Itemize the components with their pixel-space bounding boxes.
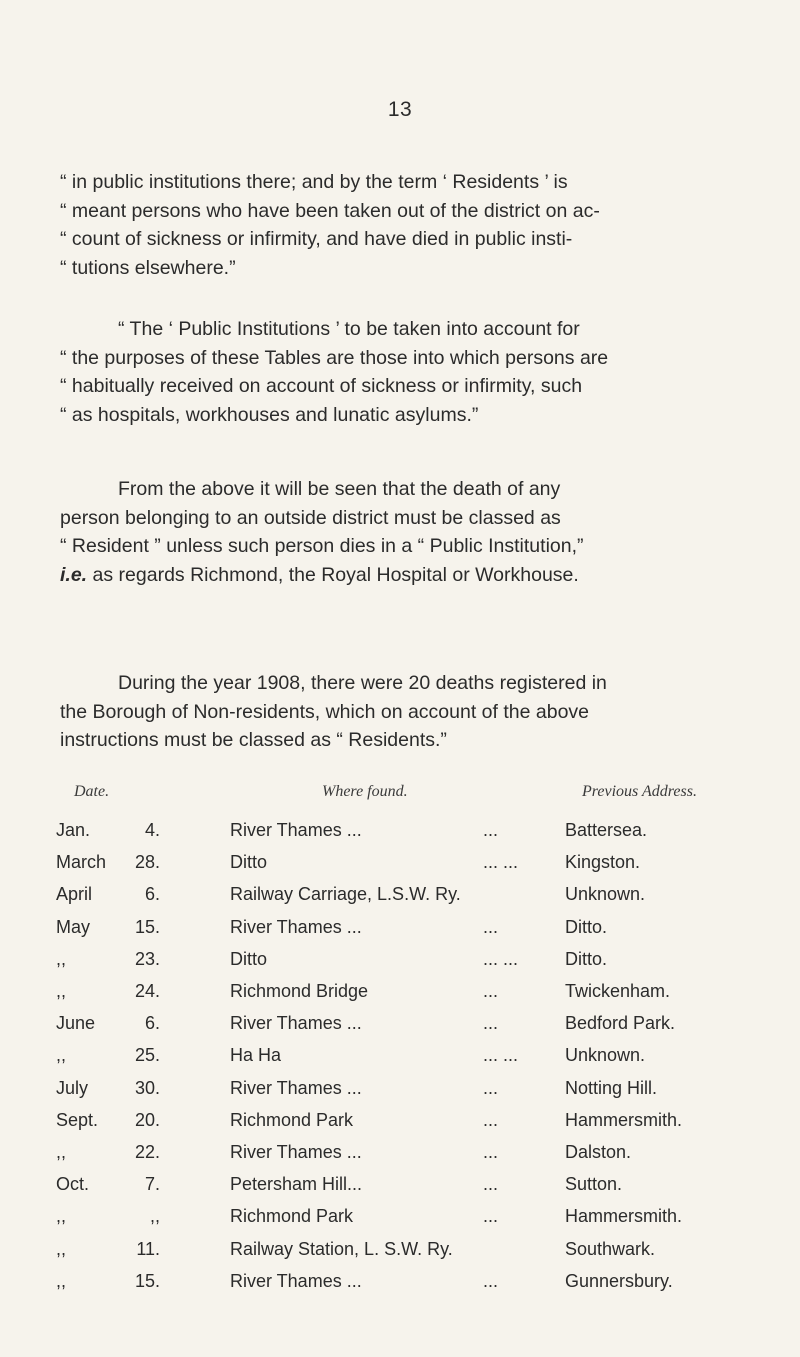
cell-month: Sept. [56, 1109, 99, 1130]
cell-leader-dots: ... [483, 1174, 499, 1195]
cell-month: ,, [56, 1206, 67, 1227]
cell-where-found: River Thames ... [230, 916, 362, 937]
cell-month: July [56, 1077, 89, 1098]
cell-previous-address: Ditto. [565, 948, 608, 969]
cell-month: Oct. [56, 1174, 90, 1195]
text-line: the Borough of Non-residents, which on account of the above [60, 700, 590, 723]
page-number: 13 [387, 98, 413, 121]
table-row [0, 981, 800, 1013]
cell-where-found: Ditto [230, 852, 268, 873]
cell-day: 20. [134, 1109, 160, 1130]
cell-month: April [56, 884, 93, 905]
cell-where-found: Petersham Hill... [230, 1174, 363, 1195]
text-line: “ habitually received on account of sickness or infirmity, such [60, 375, 583, 397]
text-line: instructions must be classed as “ Residents.” [60, 729, 447, 751]
table-row [0, 1110, 800, 1142]
cell-where-found: River Thames ... [230, 1270, 362, 1291]
text-line: “ tutions elsewhere.” [60, 256, 236, 279]
table-row [0, 949, 800, 981]
text-line-rest: as regards Richmond, the Royal Hospital or Workhouse. [92, 563, 579, 586]
table-row [0, 1045, 800, 1077]
cell-day: ,, [149, 1206, 160, 1227]
column-header-date: Date. [74, 783, 110, 800]
cell-month: May [56, 916, 91, 937]
cell-day: 4. [144, 820, 160, 840]
cell-day: 6. [144, 884, 160, 905]
cell-month: June [56, 1013, 96, 1034]
cell-previous-address: Unknown. [565, 1045, 646, 1066]
cell-previous-address: Gunnersbury. [565, 1270, 673, 1291]
cell-day: 23. [134, 948, 160, 969]
cell-day: 6. [144, 1013, 160, 1034]
cell-leader-dots: ... ... [483, 852, 519, 873]
table-row [0, 1142, 800, 1174]
table-row [0, 917, 800, 949]
cell-day: 15. [134, 1270, 160, 1291]
cell-previous-address: Kingston. [565, 852, 641, 873]
cell-day: 28. [134, 852, 160, 873]
table-row [0, 1239, 800, 1271]
cell-previous-address: Southwark. [565, 1238, 656, 1259]
cell-day: 30. [134, 1077, 160, 1098]
cell-where-found: Railway Station, L. S.W. Ry. [230, 1238, 453, 1259]
cell-day: 11. [136, 1238, 160, 1259]
cell-previous-address: Bedford Park. [565, 1013, 676, 1034]
cell-month: ,, [56, 1045, 67, 1066]
text-line: “ the purposes of these Tables are those into which persons are [60, 346, 609, 369]
cell-previous-address: Ditto. [565, 916, 608, 937]
cell-leader-dots: ... [483, 981, 499, 1001]
cell-where-found: Richmond Park [230, 1109, 354, 1130]
text-line: “ meant persons who have been taken out of the district on ac- [60, 199, 600, 222]
cell-previous-address: Unknown. [565, 884, 646, 905]
cell-month: ,, [56, 1270, 67, 1291]
text-line: “ in public institutions there; and by the term ‘ Residents ’ is [60, 171, 568, 193]
text-line: “ as hospitals, workhouses and lunatic asylums.” [60, 403, 479, 426]
text-line: From the above it will be seen that the death of any [118, 478, 561, 500]
cell-previous-address: Notting Hill. [565, 1077, 658, 1098]
cell-day: 22. [134, 1142, 160, 1162]
table-row [0, 820, 800, 852]
cell-month: ,, [56, 1142, 67, 1162]
cell-day: 7. [144, 1174, 160, 1195]
cell-day: 24. [134, 981, 160, 1001]
text-line: “ Resident ” unless such person dies in a “ Public Institution,” [60, 535, 584, 557]
cell-where-found: Ha Ha [230, 1045, 282, 1066]
cell-leader-dots: ... [483, 916, 499, 937]
cell-previous-address: Twickenham. [565, 981, 671, 1001]
cell-month: ,, [56, 948, 67, 969]
text-line: person belonging to an outside district must be classed as [60, 506, 561, 529]
cell-leader-dots: ... [483, 820, 499, 840]
table-row [0, 1206, 800, 1238]
cell-previous-address: Battersea. [565, 820, 648, 840]
table-row [0, 1013, 800, 1045]
cell-leader-dots: ... [483, 1142, 499, 1162]
text-line: “ The ‘ Public Institutions ’ to be taken into account for [118, 318, 580, 340]
cell-where-found: Richmond Bridge [230, 981, 369, 1001]
cell-previous-address: Sutton. [565, 1174, 623, 1195]
cell-where-found: Railway Carriage, L.S.W. Ry. [230, 884, 461, 905]
cell-previous-address: Hammersmith. [565, 1109, 683, 1130]
text-line: During the year 1908, there were 20 deaths registered in [118, 672, 607, 694]
cell-month: Jan. [56, 820, 91, 840]
table-row [0, 1271, 800, 1303]
cell-where-found: River Thames ... [230, 1142, 362, 1162]
column-header-previous-address: Previous Address. [582, 783, 697, 800]
cell-leader-dots: ... ... [483, 1045, 519, 1066]
cell-leader-dots: ... [483, 1013, 499, 1034]
cell-leader-dots: ... ... [483, 948, 519, 969]
cell-where-found: River Thames ... [230, 1013, 362, 1034]
cell-where-found: Richmond Park [230, 1206, 354, 1227]
cell-month: ,, [56, 1238, 67, 1259]
cell-leader-dots: ... [483, 1270, 499, 1291]
table-row [0, 1078, 800, 1110]
table-row [0, 1174, 800, 1206]
table-row [0, 852, 800, 884]
cell-leader-dots: ... [483, 1077, 499, 1098]
table-row [0, 884, 800, 916]
ie-abbreviation: i.e. [60, 563, 88, 586]
cell-previous-address: Hammersmith. [565, 1206, 683, 1227]
cell-month: ,, [56, 981, 67, 1001]
cell-previous-address: Dalston. [565, 1142, 632, 1162]
cell-day: 25. [134, 1045, 160, 1066]
cell-where-found: River Thames ... [230, 820, 362, 840]
cell-where-found: River Thames ... [230, 1077, 362, 1098]
column-header-where-found: Where found. [322, 783, 408, 800]
cell-day: 15. [134, 916, 160, 937]
cell-month: March [56, 852, 107, 873]
cell-leader-dots: ... [483, 1206, 499, 1227]
cell-leader-dots: ... [483, 1109, 499, 1130]
cell-where-found: Ditto [230, 948, 268, 969]
text-line: “ count of sickness or infirmity, and have died in public insti- [60, 228, 573, 250]
